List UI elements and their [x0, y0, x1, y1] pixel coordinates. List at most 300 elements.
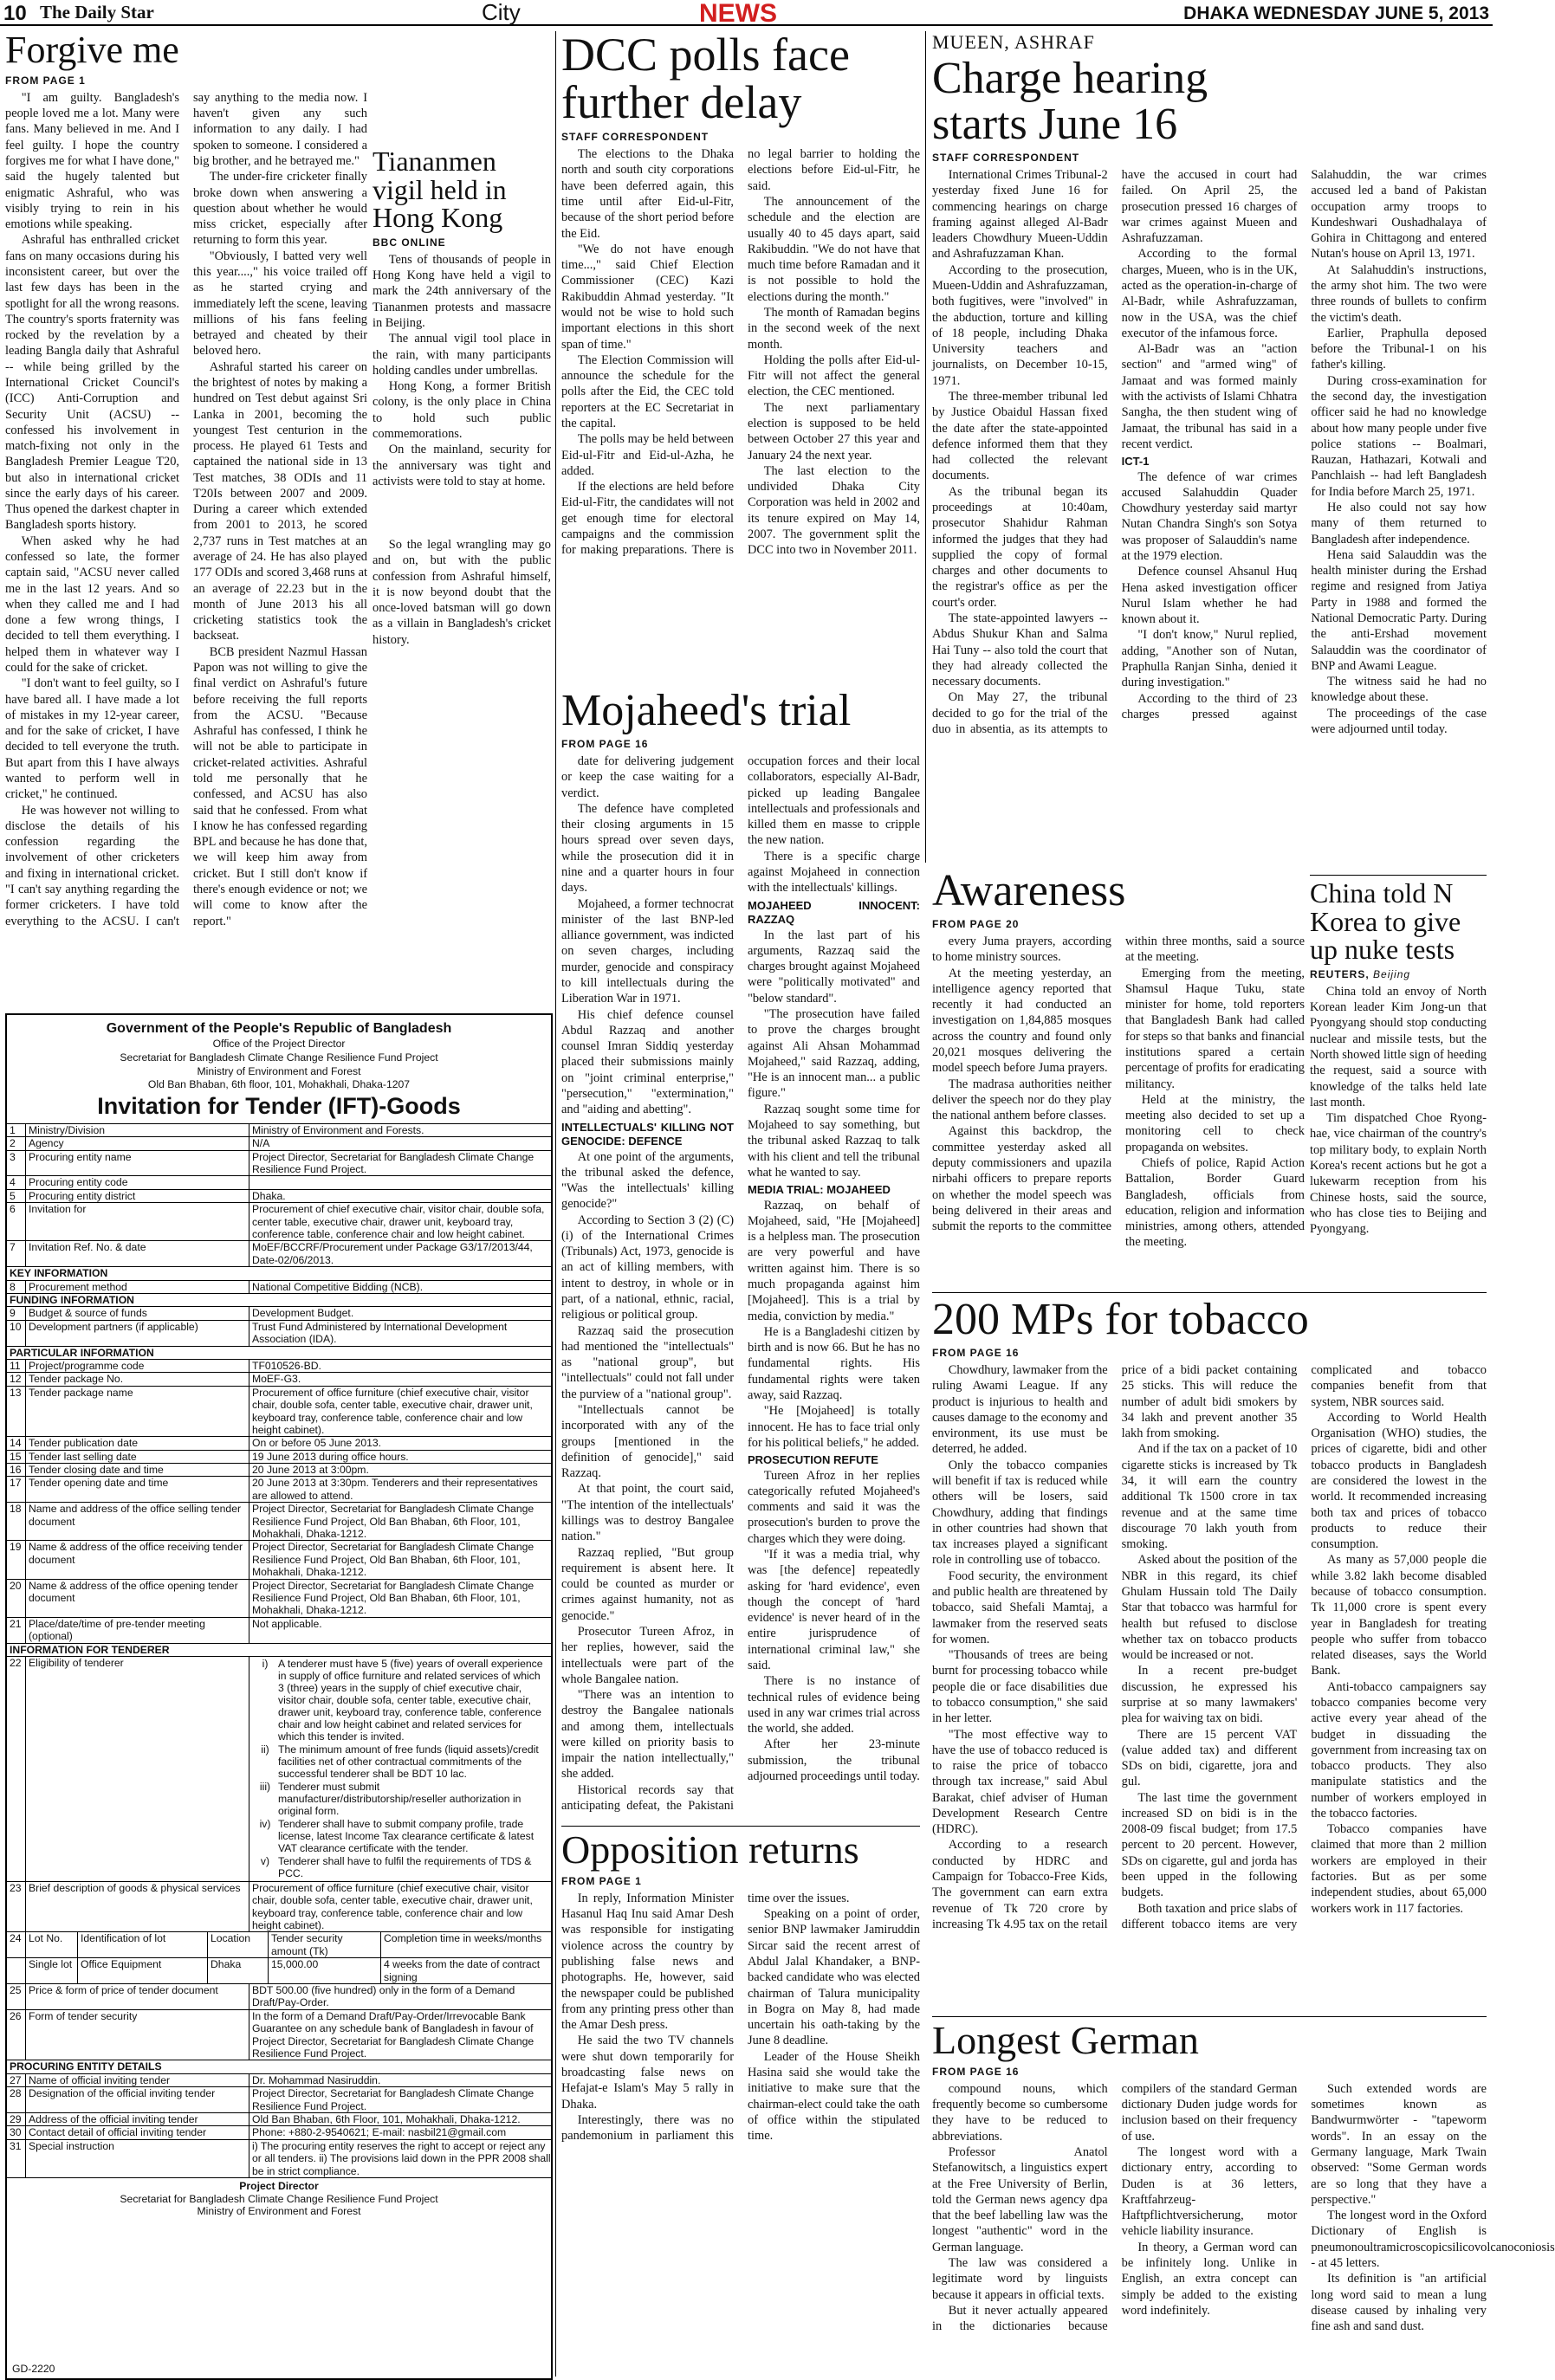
section-particular-info: PARTICULAR INFORMATION [7, 1346, 551, 1359]
row-number: 3 [7, 1151, 26, 1176]
paragraph: As the tribunal began its proceedings at 10:40am, prosecutor Shahidur Rahman informed the judges that they had supplied the copy of formal charges and other documents to the registrar's office as per the court's order. [932, 484, 1108, 610]
tender-row [7, 2139, 551, 2177]
paragraph: As many as 57,000 people die while 3.82 lakh become disabled because of tobacco consumption. Tk 11,000 crore is spent every year in Bangladesh for treating people who suffer from tobacco related diseases, says the World Bank. [1311, 1553, 1487, 1678]
tender-row [7, 2009, 551, 2060]
item-marker: i) [262, 1657, 269, 1670]
paragraph: At Salahuddin's instructions, the army shot him. The two were three rounds of bullets to confirm the victim's death. [1311, 262, 1487, 325]
paragraph: According to the third of 23 charges pressed against Salahuddin, the war crimes accused led a band of Pakistan occupation army troops to Kundeshwari Oushadhalaya of Gohira in Chittagong and entered Nutan's house on April 13, 1971. [1121, 168, 1487, 721]
headline: Longest German [932, 2018, 1199, 2062]
article-opposition-returns [561, 1826, 920, 2377]
row-number [7, 1958, 26, 1983]
paragraph: Al-Badr was an "action section" and "armed wing" of Jamaat and was formed mainly with the activists of Islami Chhatra Sangha, the then student wing of Jamaat, the tribunal has said in a recent verdict. [1121, 342, 1298, 451]
paragraph: Mojaheed, a former technocrat minister of the last BNP-led alliance government, was indicted on seven charges, including murder, genocide and conspiracy to kill intellectuals during the Liberation War in 1971. [561, 896, 734, 1006]
byline-place: Beijing [1373, 967, 1411, 980]
byline-agency: REUTERS [1310, 967, 1366, 980]
paragraph: China told an envoy of North Korean leader Kim Jong-un that Pyongyang should stop conducting nuclear and missile tests, but the North showed little sign of heeding the request, said a source with knowledge of the talks held late last month. [1310, 984, 1487, 1109]
paragraph: Chowdhury, lawmaker from the ruling Awami League. If any product is injurious to health and causes damage to the economy and environment, its use must be deterred, he added. [932, 1363, 1108, 1457]
eligibility-item [252, 1658, 548, 1743]
row-key: Designation of the official inviting tender [26, 2087, 249, 2112]
headline: Opposition returns [561, 1827, 859, 1872]
row-value: Project Director, Secretariat for Bangladesh Climate Change Resilience Fund Project. [252, 1150, 535, 1176]
paragraph: He was however not willing to disclose the details of his confession regarding the involvement of other cricketers and fixing in international cricket. "I can't say anything regarding the former cricketers. I have told everything to the ACSU. I can't say anything to the media now. I haven't given any such information to any daily. I had spoken to someone. I considered a big brother, and he betrayed me." [5, 90, 367, 928]
paragraph: Anti-tobacco campaigners say tobacco companies become very active every year ahead of the budget in dissuading the government from increasing tax on tobacco products. They also manipulate statistics and the number of workers employed in the tobacco factories. [1311, 1679, 1487, 1821]
row-value: Ministry of Environment and Forests. [252, 1123, 424, 1136]
paragraph: Tim dispatched Choe Ryong-hae, vice chairman of the country's top military body, to explain North Korea's recent actions but he got a lukewarm reception from his Chinese hosts, said the source, who has close ties to Beijing and Pyongyang. [1310, 1111, 1487, 1237]
tender-row [7, 1280, 551, 1293]
paragraph: Emerging from the meeting, Shamsul Haque Tuku, state minister for home, told reporters that Bangladesh Bank had called for steps so that banks and financial institutions spared a certain percentage of profits for eradicating militancy. [1125, 966, 1305, 1091]
paragraph: Hena said Salauddin was the health minister during the Ershad regime and resigned from Jatiya Party in 1988 and formed the National Democratic Party. During the anti-Ershad movement Salauddin was the coordinator of BNP and Awami League. [1311, 547, 1487, 673]
row-key: Project/programme code [26, 1360, 249, 1372]
paragraph: Chiefs of police, Rapid Action Battalion, Border Guard Bangladesh, officials from education, religion and information ministries, among others, attended the meeting. [1125, 1155, 1305, 1250]
body-part [748, 1198, 920, 1452]
row-value: MoEF-G3. [252, 1373, 301, 1386]
byline: STAFF CORRESPONDENT [561, 131, 709, 144]
tender-header [7, 1015, 551, 1092]
lot-col-header: Tender security amount (Tk) [269, 1932, 381, 1957]
paragraph: The defence have completed their closing arguments in 15 hours spread over seven days, while the prosecution did it in nine and a quarter hours in four days. [561, 801, 734, 896]
paragraph: The last election to the undivided Dhaka City Corporation was held in 2002 and its tenure expired on May 14, 2007. The government split the DCC into two in November 2011. [748, 463, 920, 558]
paragraph: The longest word in the Oxford Dictionary of English is pneumonoultramicroscopicsilicovolcanoconiosis - at 45 letters. [1311, 2209, 1555, 2270]
paragraph: And if the tax on a packet of 10 cigarette sticks is increased by Tk 34, it will earn the country additional Tk 1500 crore in tax revenue and at the same time discourage 70 lakh youth from smoking. [1121, 1442, 1298, 1552]
paragraph: On the mainland, security for the anniversary was tight and activists were told to stay at home. [373, 443, 551, 488]
paragraph: The law was considered a legitimate word by linguists because it appears in official texts. [932, 2256, 1108, 2302]
article-awareness [932, 868, 1305, 1285]
article-charge-hearing [932, 31, 1487, 861]
section-funding-info: FUNDING INFORMATION [7, 1293, 551, 1306]
paragraph: BCB president Nazmul Hassan Papon was not willing to give the final verdict on Ashraful's future before receiving the full reports from the ACSU. "Because Ashraful has confessed, I think he will not be able to participate in cricket-related activities. Ashraful told me personally that he confessed, and ACSU has also said that he confessed. From what I know he has confessed regarding BPL and because he has done that, we will keep him away from cricket. But I still don't know if there's enough evidence or not; we will come to know after the report." [193, 644, 367, 928]
eligibility-item [252, 1781, 548, 1817]
tender-row [7, 1175, 551, 1188]
article-body [932, 2081, 1555, 2335]
lot-col-header: Completion time in weeks/months [384, 1932, 542, 1945]
dateline: FROM PAGE 1 [5, 74, 86, 87]
paragraph: When asked why he had confessed so late, the former captain said, "ACSU never called me in the last 12 years. And so when they called me and I had done a few wrong things, I decided to tell them everything. I helped them in whatever way I could for the sake of cricket. [5, 534, 179, 675]
paragraph: At that point, the court said, "The intention of the intellectuals' killings was to destroy Bangalee nation." [561, 1482, 734, 1544]
paragraph: "I don't know," Nurul replied, adding, "Another son of Nutan, Praphulla Ranjan Sinha, denied it during investigation." [1121, 628, 1298, 690]
paragraph: "I don't want to feel guilty, so I have bared all. I have made a lot of mistakes in my 12-year career, and for the sake of cricket, I have decided to tell everyone the truth. But apart from this I have always wanted to perform well in cricket," he continued. [5, 676, 179, 802]
headline: DCC polls face further delay [561, 29, 850, 129]
tender-rows [7, 2073, 551, 2177]
row-number: 5 [7, 1190, 26, 1202]
lot-cell: 4 weeks from the date of contract signing [384, 1958, 541, 1983]
tender-row [7, 2073, 551, 2086]
row-value: Old Ban Bhaban, 6th Floor, 101, Mohakhali, Dhaka-1212. [252, 2112, 521, 2125]
article-tiananmen [373, 147, 551, 535]
masthead-logo: The Daily Star [40, 2, 154, 23]
paragraph: Ashraful has enthralled cricket fans on many occasions during his inconsistent career, but over the last few days has been in the spotlight for all the wrong reasons. The country's sports fraternity was rocked by the revelation by a leading Bangla daily that Ashraful -- while being grilled by the International Cricket Council's (ICC) Anti-Corruption and Security Unit (ACSU) -- confessed his involvement in match-fixing not only in the Bangladesh Premier League T20, but also in international cricket since the early days of his career. Thus opened the darkest chapter in Bangladesh sports history. [5, 233, 179, 533]
row-value: Procurement of office furniture (chief executive chair, visitor chair, double sofa, center table, executive chair, drawer unit, keyboard tray, conference table, conference chair and low height cabinet). [252, 1386, 533, 1436]
paragraph: The defence of war crimes accused Salahuddin Quader Chowdhury yesterday said martyr Nutan Chandra Singh's son Sotya was proposer of Salauddin's name at the 1979 election. [1121, 469, 1298, 564]
row-key: Ministry/Division [26, 1124, 249, 1136]
paragraph: He also could not say how many of them returned to Bangladesh after independence. [1311, 500, 1487, 546]
lot-col-header: Lot No. [26, 1932, 78, 1957]
row-number: 24 [7, 1932, 26, 1957]
tender-header-line: Office of the Project Director [212, 1038, 346, 1051]
article-body [561, 753, 920, 1814]
lot-cell: Dhaka [208, 1958, 269, 1983]
row-key: Procurement method [26, 1281, 249, 1293]
row-number: 10 [7, 1321, 26, 1346]
row-key: Name & address of the office receiving tender document [26, 1541, 249, 1578]
row-number: 4 [7, 1176, 26, 1188]
tender-row [7, 1240, 551, 1266]
row-key: Budget & source of funds [26, 1307, 249, 1319]
row-value: Not applicable. [252, 1617, 322, 1630]
article-china-north-korea [1310, 875, 1487, 1285]
subhead: ICT-1 [1121, 455, 1150, 469]
issue-date: DHAKA WEDNESDAY JUNE 5, 2013 [1183, 3, 1489, 23]
headline: Charge hearing starts June 16 [932, 54, 1208, 150]
paragraph: If the elections are held before Eid-ul-Fitr, the candidates will not get enough time for electoral campaigns and the commission for making preparations. There is no legal barrier to holding the elections before Eid-ul-Fitr, he said. [561, 147, 920, 558]
section-procuring-entity: PROCURING ENTITY DETAILS [7, 2060, 551, 2073]
row-number: 12 [7, 1373, 26, 1385]
paragraph: Leader of the House Sheikh Hasina said she would take the initiative to make sure that the chairman-elect could take the oath of office within the stipulated time. [748, 2049, 920, 2144]
row-key: Name & address of the office opening tender document [26, 1580, 249, 1617]
paragraph: During cross-examination for the second day, the investigation officer said he had no knowledge about how many people under five police stations -- Boalmari, Rauzan, Hathazari, Kotwali and Panchlaish -- had left Bangladesh for India before March 25, 1971. [1311, 373, 1487, 499]
paragraph: Food security, the environment and public health are threatened by tobacco, said Shefali Mamtaj, a lawmaker from the reserved seats for women. [932, 1568, 1108, 1646]
paragraph: The state-appointed lawyers -- Abdus Shukur Khan and Salma Hai Tuny -- also told the court that they had already collected the necessary documents. [932, 611, 1108, 689]
headline: Tiananmen vigil held in Hong Kong [373, 146, 507, 234]
paragraph: The last time the government increased SD on bidi is in the 2008-09 fiscal budget; from 17.5 percent to 20 percent. However, SDs on cigarette, gul and jorda has been upped in the following budgets. [1121, 1790, 1298, 1900]
column-rule [925, 31, 926, 863]
tender-row [7, 1123, 551, 1136]
tender-footer-line: Project Director [239, 2179, 319, 2192]
page-number: 10 [3, 2, 27, 25]
tender-rows [7, 1123, 551, 1266]
paragraph: compound nouns, which frequently become so cumbersome they have to be reduced to abbreviations. [932, 2081, 1108, 2144]
row-value [249, 1176, 551, 1188]
paragraph: Earlier, Praphulla deposed before the Tribunal-1 on his father's killing. [1311, 326, 1487, 372]
row-key: Contact detail of official inviting tender [26, 2126, 249, 2138]
row-key: Agency [26, 1137, 249, 1149]
paragraph: According to World Health Organisation (WHO) studies, the prices of cigarette, bidi and other tobacco products in Bangladesh are considered the lowest in the world. It recommended increasing both tax and prices of tobacco products to reduce their consumption. [1311, 1410, 1487, 1552]
paragraph: According to the formal charges, Mueen, who is in the UK, acted as the operation-in-charge of Al-Badr, while Ashrafuzzaman, now in the USA, was the chief executor of the infamous force. [1121, 247, 1298, 340]
paragraph: The under-fire cricketer finally broke down when answering a question about whether he would miss cricket, especially after returning to form this year. [193, 170, 367, 248]
headline: China told N Korea to give up nuke tests [1310, 877, 1461, 966]
paragraph: International Crimes Tribunal-2 yesterday fixed June 16 for commencing hearings on charge framing against alleged Al-Badr leaders Chowdhury Mueen-Uddin and Ashrafuzzaman Khan. [932, 168, 1108, 262]
paragraph: In the last part of his arguments, Razzaq said the charges brought against Mojaheed were "politically motivated" and "below standard". [748, 928, 920, 1006]
paragraph: Historical records say that anticipating defeat, the Pakistani occupation forces and their local collaborators, especially Al-Badr, picked up leading Bangalee intellectuals and professionals and killed them en masse to cripple the new nation. [561, 754, 920, 1814]
article-body [1310, 984, 1487, 1238]
page-header [0, 0, 1493, 26]
item-marker: v) [260, 1854, 270, 1867]
section-key-info: KEY INFORMATION [7, 1266, 551, 1279]
row-key: Procuring entity district [26, 1190, 249, 1202]
row-number: 19 [7, 1541, 26, 1578]
row-number: 11 [7, 1360, 26, 1372]
lot-col-header: Identification of lot [78, 1932, 208, 1957]
paragraph: "We do not have enough time...," said Chief Election Commissioner (CEC) Kazi Rakibuddin Ahmad yesterday. "It would not be wise to hold such important elections in this short span of time." [561, 242, 734, 352]
article-body [373, 252, 551, 489]
row-value: Trust Fund Administered by International Development Association (IDA). [252, 1320, 508, 1346]
row-value: In the form of a Demand Draft/Pay-Order/Irrevocable Bank Guarantee on any schedule bank of Bangladesh in favour of Project Director, Secretariat for Bangladesh Climate Change Resilience Fund Project. [252, 2009, 535, 2060]
article-forgive-me [5, 31, 367, 1010]
tender-row [7, 2086, 551, 2112]
row-number: 20 [7, 1580, 26, 1617]
row-key: Tender closing date and time [26, 1464, 249, 1476]
paragraph: In theory, a German word can be infinitely long. Unlike in English, an extra concept can simply be added to the existing word indefinitely. [1121, 2240, 1298, 2318]
paragraph: "The prosecution have failed to prove the charges brought against Ali Ahsan Mohammad Mojaheed," said Razzaq, adding, "He is an innocent man... a public figure." [748, 1006, 920, 1101]
paragraph: "Intellectuals cannot be incorporated with any of the groups [mentioned in the definition of genocide]," said Razzaq. [561, 1403, 734, 1481]
dateline: FROM PAGE 20 [932, 918, 1020, 931]
kicker: MUEEN, ASHRAF [932, 31, 1095, 53]
dateline: FROM PAGE 16 [561, 738, 649, 751]
row-key: Tender publication date [26, 1437, 249, 1449]
paragraph: Such extended words are sometimes known as Bandwurmwörter - "tapeworm words". In an essay on the Germany language, Mark Twain observed: "Some German words are so long that they have a perspective." [1311, 2081, 1487, 2207]
row-value: Phone: +880-2-9540621; E-mail: nasbil21@gmail.com [252, 2126, 507, 2139]
paragraph: Against this backdrop, the committee yesterday asked all deputy commissioners and upazila nirbahi officers to prepare reports on whether the model speech was being delivered in their areas and submit the reports to the committee within three months, said a source at the meeting. [932, 935, 1305, 1234]
row-number: 27 [7, 2074, 26, 2086]
item-marker: iii) [259, 1780, 271, 1793]
article-dcc-polls [561, 31, 920, 684]
row-key: Development partners (if applicable) [26, 1321, 249, 1346]
headline: Mojaheed's trial [561, 686, 852, 735]
tender-row [7, 2112, 551, 2125]
row-key: Price & form of price of tender document [26, 1984, 249, 2009]
paragraph: Professor Anatol Stefanowitsch, a linguistics expert at the Free University of Berlin, told the German news agency dpa that the beef labelling law was the longest "authentic" word in the German language. [932, 2145, 1108, 2254]
row-key: Name of official inviting tender [26, 2074, 249, 2086]
row-key: Place/date/time of pre-tender meeting (optional) [26, 1618, 249, 1643]
subhead: INTELLECTUALS' KILLING NOT GENOCIDE: DEFENCE [561, 1120, 734, 1148]
tender-footer-line: Ministry of Environment and Forest [197, 2205, 361, 2218]
tender-row [7, 1463, 551, 1476]
row-key: Tender package name [26, 1387, 249, 1437]
tender-advertisement [5, 1013, 553, 2380]
tender-header-line: Secretariat for Bangladesh Climate Change Resilience Fund Project [120, 1051, 438, 1064]
tender-row [7, 1983, 551, 2009]
row-value: TF010526-BD. [252, 1359, 321, 1372]
subhead: MEDIA TRIAL: MOJAHEED [748, 1183, 891, 1197]
row-key: Name and address of the office selling tender document [26, 1503, 249, 1540]
row-value: Development Budget. [252, 1307, 354, 1320]
paragraph: At one point of the arguments, the tribunal asked the defence, "Was the intellectuals' killing genocide?" [561, 1149, 734, 1212]
paragraph: Holding the polls after Eid-ul-Fitr will not affect the general election, the CEC mentioned. [748, 352, 920, 399]
row-key: Eligibility of tenderer [26, 1657, 249, 1881]
article-body [932, 934, 1305, 1251]
article-mojaheed-trial [561, 688, 920, 1821]
article-body [561, 1891, 920, 2144]
row-number: 6 [7, 1203, 26, 1240]
tender-footer [7, 2177, 551, 2218]
row-value: Procurement of office furniture (chief executive chair, visitor chair, double sofa, center table, executive chair, drawer unit, keyboard tray, conference table, conference chair and low height cabinet). [252, 1881, 533, 1932]
paragraph: The polls may be held between Eid-ul-Fitr and Eid-ul-Azha, he added. [561, 432, 734, 478]
paragraph: every Juma prayers, according to home ministry sources. [932, 935, 1111, 965]
paragraph: The longest word with a dictionary entry, according to Duden is at 36 letters, Kraftfahrzeug-Haftpflichtversicherung, motor vehicle liability insurance. [1121, 2145, 1298, 2239]
lot-cell: Single lot [26, 1958, 78, 1983]
item-marker: iv) [259, 1817, 271, 1830]
news-label: NEWS [699, 0, 777, 28]
paragraph: He is a Bangladeshi citizen by birth and is now 66. But he has no fundamental rights. His fundamental rights were taken away, said Razzaq. [748, 1324, 920, 1402]
section-tenderer-info: INFORMATION FOR TENDERER [7, 1643, 551, 1656]
tender-row [7, 1436, 551, 1449]
paragraph: Only the tobacco companies will benefit if tax is reduced while others will be losers, said Chowdhury, adding that findings in other countries had shown that tax increases played a significant role in controlling use of tobacco. [932, 1458, 1108, 1568]
lot-col-header: Location [208, 1932, 269, 1957]
row-value: 20 June 2013 at 3:00pm. [252, 1464, 369, 1477]
row-value: Project Director, Secretariat for Bangladesh Climate Change Resilience Fund Project, Old Ban Bhaban, 6th Floor, 101, Mohakhali, Dhaka-1212. [252, 1503, 535, 1541]
paragraph: Ashraful started his career on the brightest of notes by making a hundred on Test debut against Sri Lanka in 2001, becoming the youngest Test centurion in the process. He played 61 Tests and captained the national side in 13 Test matches, 38 ODIs and 11 T20Is between 2007 and 2009. During a career which extended from 2001 to 2013, he scored 2,737 runs in Test matches at an average of 24. He has also played 177 ODIs and scored 3,468 runs at an average of 22.23 but in the month of June 2013 his all cricketing statistics took the backseat. [193, 359, 367, 644]
row-number: 23 [7, 1882, 26, 1932]
tender-row [7, 1372, 551, 1385]
tender-row [7, 1540, 551, 1578]
article-body [561, 146, 920, 558]
eligibility-item [252, 1818, 548, 1854]
tender-rows [7, 1306, 551, 1345]
tender-row [7, 1502, 551, 1540]
paragraph: According to the prosecution, Mueen-Uddin and Ashrafuzzaman, both fugitives, were "involved" in the abduction, torture and killing of 18 people, including Dhaka University teachers and journalists, on December 10-15, 1971. [932, 262, 1108, 388]
paragraph: The three-member tribunal led by Justice Obaidul Hassan fixed the date after the state-appointed defence informed them that they had collected the relevant documents. [932, 390, 1108, 483]
dateline: FROM PAGE 1 [561, 1874, 642, 1887]
paragraph: The Election Commission will announce the schedule for the polls after the Eid, the CEC told reporters at the EC Secretariat in the capital. [561, 352, 734, 430]
byline: REUTERS, Beijing [1310, 967, 1411, 980]
paragraph: There are 15 percent VAT (value added tax) and different SDs on bidi, cigarette, jora and gul. [1121, 1727, 1298, 1789]
paragraph: Asked about the position of the NBR in this regard, its chief Ghulam Hussain told The Daily Star that tobacco was harmful for health but refused to disclose whether tax on tobacco products would be increased or not. [1121, 1553, 1298, 1663]
tender-title: Invitation for Tender (IFT)-Goods [97, 1092, 461, 1119]
byline: STAFF CORRESPONDENT [932, 152, 1080, 165]
paragraph: So the legal wrangling may go and on, but with the public confession from Ashraful himself, it is now beyond doubt that the once-loved batsman will go down as a villain in Bangladesh's cricket history. [373, 538, 551, 647]
row-key: Tender opening date and time [26, 1477, 249, 1502]
tender-rows [7, 1359, 551, 1643]
paragraph: Defence counsel Ahsanul Huq Hena asked investigation officer Nurul Islam whether he had known about it. [1121, 565, 1298, 627]
dateline: FROM PAGE 16 [932, 2065, 1020, 2078]
article-tobacco [932, 1292, 1487, 2011]
eligibility-item [252, 1743, 548, 1780]
section-label: City [482, 0, 521, 25]
row-number: 17 [7, 1477, 26, 1502]
tender-header-line: Government of the People's Republic of Bangladesh [106, 1021, 452, 1036]
tender-row [7, 1617, 551, 1643]
paragraph: The next parliamentary election is supposed to be held between October 27 this year and January 24 the next year. [748, 400, 920, 462]
paragraph: Razzaq said the prosecution had mentioned the "intellectuals" as "national group", but "intellectuals" could not fall under the purview of a "national group". [561, 1323, 734, 1401]
body-part [748, 928, 920, 1181]
tender-header-line: Old Ban Bhaban, 6th floor, 101, Mohakhali, Dhaka-1207 [147, 1078, 411, 1091]
row-value: Dhaka. [252, 1189, 286, 1202]
paragraph: According to a research conducted by HDRC and Campaign for Tobacco-Free Kids, The government can earn extra revenue of Tk 720 crore by increasing Tk 4.95 tax on the retail price of a bidi packet containing 25 sticks. This will reduce the number of adult bidi smokers by 34 lakh and prevent another 35 lakh from smoking. [932, 1363, 1298, 1931]
paragraph: The madrasa authorities neither deliver the speech nor do they play the national anthem before classes. [932, 1077, 1111, 1123]
paragraph: The witness said he had no knowledge about these. [1311, 675, 1487, 705]
article-body [5, 90, 367, 929]
row-key: Form of tender security [26, 2010, 249, 2060]
paragraph: "Obviously, I batted very well this year....," his voice trailed off as he started crying and immediately left the scene, leaving millions of his fans feeling betrayed and cheated by their beloved hero. [193, 249, 367, 359]
tender-row [7, 1150, 551, 1176]
item-text: The minimum amount of free funds (liquid assets)/credit facilities net of other contractual commitments of the successful tenderer shall be BDT 10 lac. [278, 1743, 539, 1780]
lot-table-header [7, 1931, 551, 1957]
row-number: 8 [7, 1281, 26, 1293]
paragraph: Tobacco companies have claimed that more than 2 million workers are employed in their factories. But as per some independent studies, about 65,000 workers work in 117 factories. [1311, 1822, 1487, 1916]
tender-row [7, 1579, 551, 1617]
row-value: N/A [252, 1137, 270, 1150]
paragraph: He said the two TV channels were shut down temporarily for broadcasting false news on Hefajat-e Islam's May 5 rally in Dhaka. [561, 2034, 734, 2112]
paragraph: There is no instance of technical rules of evidence being used in any war crimes trial across the world, she added. [748, 1674, 921, 1736]
paragraph: In a recent pre-budget discussion, he expressed his surprise at so many lawmakers' plea for waiving tax on bidi. [1121, 1664, 1298, 1726]
row-value: Project Director, Secretariat for Bangladesh Climate Change Resilience Fund Project, Old Ban Bhaban, 6th Floor, 101, Mohakhali, Dhaka-1212. [252, 1579, 535, 1617]
row-value: On or before 05 June 2013. [252, 1437, 382, 1450]
paragraph: Interestingly, there was no pandemonium in parliament this time over the issues. [561, 1891, 850, 2144]
eligibility-list [249, 1657, 551, 1881]
item-text: Tenderer shall have to submit company profile, trade license, latest Income Tax clearance certificate & latest VAT clearance certificate with the tender. [278, 1817, 535, 1854]
row-value: National Competitive Bidding (NCB). [252, 1280, 424, 1293]
eligibility-item [252, 1855, 548, 1879]
row-key: Tender last selling date [26, 1451, 249, 1463]
article-body [932, 1362, 1487, 1932]
lot-cell: 15,000.00 [269, 1958, 381, 1983]
row-number: 31 [7, 2140, 26, 2177]
article-body [932, 167, 1487, 737]
paragraph: On May 27, the tribunal decided to go for the trial of the duo in absentia, as its attempts to have the accused in court had failed. On April 25, the prosecution pressed 16 charges of war crimes against Mueen and Ashrafuzzaman. [932, 168, 1298, 736]
row-number: 16 [7, 1464, 26, 1476]
paragraph: His chief defence counsel Abdul Razzaq and another counsel Imran Siddiq yesterday placed their submissions mainly on "joint criminal enterprise," "persecution," "extermination," and "aiding and abetting". [561, 1007, 734, 1117]
paragraph: "He [Mojaheed] is totally innocent. He has to face trial only for his political beliefs," he added. [748, 1404, 920, 1450]
item-text: Tenderer shall have to fulfil the requirements of TDS & PCC. [278, 1854, 532, 1879]
row-number: 22 [7, 1657, 26, 1881]
row-number: 28 [7, 2087, 26, 2112]
tender-row [7, 1386, 551, 1437]
lot-cell: Office Equipment [78, 1958, 208, 1983]
row-number: 18 [7, 1503, 26, 1540]
row-value: Procurement of chief executive chair, visitor chair, double sofa, center table, executive chair, drawer unit, keyboard tray, conference table, conference chair and low height cabinet. [252, 1203, 545, 1241]
headline: Awareness [932, 866, 1126, 915]
subhead: MOJAHEED INNOCENT: RAZZAQ [748, 898, 920, 927]
row-value: Project Director, Secretariat for Bangladesh Climate Change Resilience Fund Project, Old Ban Bhaban, 6th Floor, 101, Mohakhali, Dhaka-1212. [252, 1541, 535, 1579]
paragraph: "Thousands of trees are being burnt for processing tobacco while people die or face disabilities due to tobacco consumption," she said in her letter. [932, 1648, 1108, 1726]
paragraph: According to Section 3 (2) (C) (i) of the International Crimes (Tribunals) Act, 1973, genocide is an act of killing members, with intent to destroy, in whole or in part, of a national, ethnic, racial, religious or political group. [561, 1213, 734, 1323]
article-longest-german [932, 2016, 1555, 2377]
paragraph: Both taxation and price slabs of different tobacco items are very complicated and tobacco companies benefit from that system, NBR sources said. [1121, 1363, 1487, 1931]
tender-row [7, 1359, 551, 1372]
paragraph: The announcement of the schedule and the election are usually 40 to 45 days apart, said Rakibuddin. "We do not have that much time before Ramadan and it is not possible to hold the elections during the month." [748, 195, 920, 304]
tender-row [7, 1189, 551, 1202]
row-value: i) The procuring entity reserves the right to accept or reject any or all tenders. ii) The provisions laid down in the PPR 2008 shall be in strict compliance. [252, 2139, 551, 2177]
paragraph: "I am guilty. Bangladesh's people loved me a lot. Many were fans. Many believed in me. And I feel guilty. I hope the country forgives me for what I have done," said the hugely talented but enigmatic Ashraful, who was visibly trying to rein in his emotions while speaking. [5, 90, 179, 232]
tender-row [7, 1320, 551, 1346]
tender-footer-line: Secretariat for Bangladesh Climate Change Resilience Fund Project [120, 2192, 438, 2205]
ad-code: GD-2220 [12, 2363, 55, 2375]
paragraph: date for delivering judgement or keep the case waiting for a verdict. [561, 754, 734, 800]
byline: BBC ONLINE [373, 236, 446, 249]
item-text: Tenderer must submit manufacturer/distributorship/reseller authorization in original form. [278, 1780, 522, 1817]
row-number: 14 [7, 1437, 26, 1449]
row-key: Procuring entity name [26, 1151, 249, 1176]
tender-row [7, 1476, 551, 1502]
paragraph: There is a specific charge against Mojaheed in connection with the intellectuals' killings. [748, 849, 920, 896]
row-number: 15 [7, 1451, 26, 1463]
tender-row [7, 2125, 551, 2138]
paragraph: Held at the ministry, the meeting also decided to set up a monitoring cell to check propaganda on websites. [1125, 1092, 1305, 1154]
row-number: 1 [7, 1124, 26, 1136]
row-key: Procuring entity code [26, 1176, 249, 1188]
row-key: Special instruction [26, 2140, 249, 2177]
paragraph: Hong Kong, a former British colony, is the only place in China to hold such public commemorations. [373, 379, 551, 441]
paragraph: "The most effective way to have the use of tobacco reduced is to raise the price of tobacco through tax increase," said Abul Barakat, chief adviser of Human Development Research Centre (HDRC). [932, 1727, 1108, 1837]
column-rule [555, 31, 556, 2377]
body-part [561, 753, 734, 1117]
row-value: 19 June 2013 during office hours. [252, 1450, 409, 1463]
tender-rows [7, 1983, 551, 2060]
headline: Forgive me [5, 29, 179, 71]
row-number: 9 [7, 1307, 26, 1319]
body-part [748, 1468, 920, 1785]
paragraph: The elections to the Dhaka north and south city corporations have been deferred again, this time until after Eid-ul-Fitr, because of the short period before the Eid. [561, 147, 734, 241]
paragraph: In reply, Information Minister Hasanul Haq Inu said Amar Desh was responsible for instigating violence across the country by publishing false news and photographs. He, however, said the newspaper could be published from any printing press other than the Amar Desh press. [561, 1891, 734, 2033]
tender-row [7, 1450, 551, 1463]
tender-row [7, 1881, 551, 1932]
subhead: PROSECUTION REFUTE [748, 1453, 878, 1467]
tender-row [7, 1306, 551, 1319]
row-number: 13 [7, 1387, 26, 1437]
row-key: Brief description of goods & physical services [26, 1882, 249, 1932]
row-value: MoEF/BCCRF/Procurement under Package G3/17/2013/44, Date-02/06/2013. [252, 1241, 533, 1266]
paragraph: Razzaq, on behalf of Mojaheed, said, "He [Mojaheed] is a helpless man. The prosecution are very powerful and have written against him. There is so much propaganda against him [Mojaheed]. This is a trial by media, conviction by media." [748, 1198, 920, 1323]
article-body-continued [373, 537, 551, 648]
